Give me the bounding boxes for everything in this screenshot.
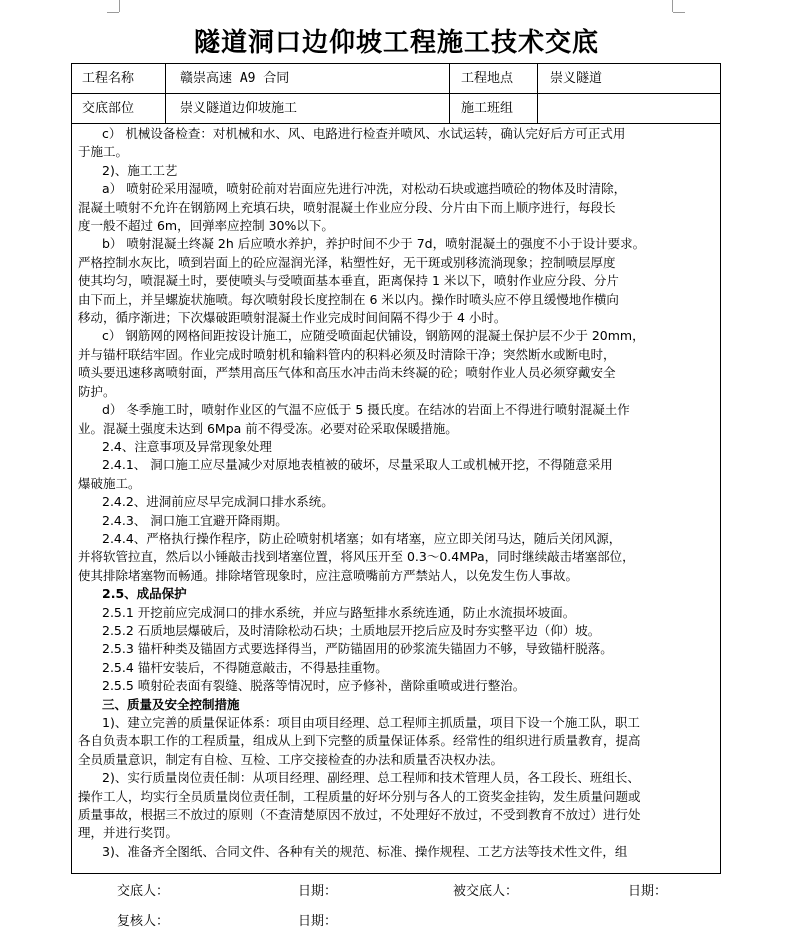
crop-mark-top-left-h — [107, 12, 119, 13]
body-line: 2.5.5 喷射砼表面有裂缝、脱落等情况时，应予修补，凿除重喷或进行整治。 — [102, 678, 526, 694]
crop-mark-top-right-h — [673, 12, 685, 13]
body-line: 全员质量意识，制定有自检、互检、工序交接检查的办法和质量否决权办法。 — [78, 751, 504, 767]
date-label: 日期： — [298, 884, 338, 899]
section-heading: 2)、施工工艺 — [102, 162, 178, 178]
body-line: 使其排除堵塞物而畅通。排除堵管现象时，应注意喷嘴前方严禁站人，以免发生伤人事故。 — [78, 567, 579, 583]
body-line: 2.4.4、严格执行操作程序，防止砼喷射机堵塞；如有堵塞，应立即关闭马达，随后关闭风源， — [102, 530, 622, 546]
date-label: 日期： — [298, 914, 338, 929]
col-divider — [165, 64, 166, 124]
team-label: 施工班组 — [461, 101, 514, 116]
location-label: 工程地点 — [461, 71, 514, 86]
body-line: 2.4.3、 洞口施工宜避开降雨期。 — [102, 512, 288, 528]
body-line: 质量事故，根据三不放过的原则（不查清楚原因不放过，不处理好不放过，不受到教育不放过）进行处 — [78, 807, 641, 823]
project-name-value: 赣崇高速 A9 合同 — [180, 71, 290, 86]
body-line: c） 钢筋网的网格间距按设计施工，应随受喷面起伏铺设，钢筋网的混凝土保护层不少于 20mm， — [102, 328, 645, 344]
body-line: d） 冬季施工时，喷射作业区的气温不应低于 5 摄氏度。在结冰的岩面上不得进行喷射混凝土作 — [102, 402, 630, 418]
disclosure-body — [78, 125, 714, 861]
body-line: 各自负责本职工作的工程质量，组成从上到下完整的质量保证体系。经常性的组织进行质量教育，提高 — [78, 733, 641, 749]
section-heading: 2.4、注意事项及异常现象处理 — [102, 438, 272, 454]
part-label: 交底部位 — [82, 101, 135, 116]
crop-mark-top-left — [119, 0, 120, 12]
col-divider — [449, 64, 450, 124]
body-line: c） 机械设备检查：对机械和水、风、电路进行检查并喷风、水试运转，确认完好后方可正式用 — [102, 126, 626, 141]
body-line: 理，并进行奖罚。 — [78, 825, 179, 841]
body-line: 混凝土喷射不允许在钢筋网上充填石块，喷射混凝土作业应分段、分片由下而上顺序进行，每段长 — [78, 199, 616, 215]
body-line: 防护。 — [78, 383, 116, 399]
body-line: 2.5.4 锚杆安装后，不得随意敲击，不得悬挂重物。 — [102, 659, 388, 675]
body-line: 2)、实行质量岗位责任制：从项目经理、副经理、总工程师和技术管理人员，各工段长、班组长、 — [102, 770, 640, 786]
date-label: 日期： — [628, 884, 668, 899]
location-value: 崇义隧道 — [550, 71, 603, 86]
col-divider — [537, 64, 538, 124]
body-line: 由下而上，并呈螺旋状施喷。每次喷射段长度控制在 6 米以内。操作时喷头应不停且缓慢地作横向 — [78, 291, 619, 307]
project-name-label: 工程名称 — [82, 71, 135, 86]
body-line: 并将软管拉直，然后以小锤敲击找到堵塞位置，将风压开至 0.3～0.4MPa，同时继续敲击堵塞部位， — [78, 549, 635, 565]
body-line: 3)、准备齐全图纸、合同文件、各种有关的规范、标准、操作规程、工艺方法等技术性文件，组 — [102, 843, 628, 859]
body-line: 度一般不超过 6m，回弹率应控制 30%以下。 — [78, 218, 334, 234]
body-line: 于施工。 — [78, 144, 129, 160]
body-line: 爆破施工。 — [78, 475, 141, 491]
receiver-label: 被交底人： — [453, 884, 519, 899]
disclosure-table — [71, 63, 721, 874]
body-line: 喷头要迅速移离喷射面，严禁用高压气体和高压水冲击尚未终凝的砼；喷射作业人员必须穿戴安全 — [78, 365, 616, 381]
body-line: b） 喷射混凝土终凝 2h 后应喷水养护，养护时间不少于 7d，喷射混凝土的强度不小于设计要求。 — [102, 236, 646, 252]
body-line: 严格控制水灰比，喷到岩面上的砼应湿润光泽，粘塑性好，无干斑或别移流淌现象；控制喷层厚度 — [78, 254, 616, 270]
body-line: 使其均匀，喷混凝土时，要使喷头与受喷面基本垂直，距离保持 1 米以下，喷射作业应分段、分片 — [78, 273, 619, 289]
handover-label: 交底人： — [117, 884, 170, 899]
crop-mark-top-right — [672, 0, 673, 12]
body-line: 移动，循序渐进；下次爆破距喷射混凝土作业完成时间间隔不得少于 4 小时。 — [78, 310, 507, 326]
body-line: a） 喷射砼采用湿喷，喷射砼前对岩面应先进行冲洗，对松动石块或遮挡喷砼的物体及时清除， — [102, 181, 627, 197]
body-line: 2.5.2 石质地层爆破后，及时清除松动石块；土质地层开挖后应及时夯实整平边（仰）坡。 — [102, 622, 601, 638]
body-line: 2.5.3 锚杆种类及锚固方式要选择得当，严防锚固用的砂浆流失锚固力不够，导致锚杆脱落。 — [102, 641, 613, 657]
body-line: 业。混凝土强度未达到 6Mpa 前不得受冻。必要对砼采取保暖措施。 — [78, 420, 458, 436]
body-line: 2.4.1、 洞口施工应尽量减少对原地表植被的破坏，尽量采取人工或机械开挖，不得随意采用 — [102, 457, 613, 473]
body-line: 并与锚杆联结牢固。作业完成时喷射机和输料管内的积料必须及时清除干净；突然断水或断电时， — [78, 346, 616, 362]
document-title: 隧道洞口边仰坡工程施工技术交底 — [193, 28, 599, 58]
body-line: 2.4.2、进洞前应尽早完成洞口排水系统。 — [102, 494, 334, 510]
reviewer-label: 复核人： — [117, 914, 170, 929]
section-heading: 2.5、成品保护 — [102, 586, 187, 602]
body-line: 1)、建立完善的质量保证体系：项目由项目经理、总工程师主抓质量，项目下设一个施工队，职工 — [102, 715, 640, 730]
row-divider — [72, 123, 720, 124]
body-line: 操作工人，均实行全员质量岗位责任制，工程质量的好坏分别与各人的工资奖金挂钩，发生质量问题或 — [78, 788, 641, 804]
part-value: 崇义隧道边仰坡施工 — [180, 101, 298, 116]
body-line: 2.5.1 开挖前应完成洞口的排水系统，并应与路堑排水系统连通，防止水流损坏坡面。 — [102, 604, 576, 620]
row-divider — [72, 93, 720, 94]
section-heading: 三、质量及安全控制措施 — [102, 696, 240, 712]
